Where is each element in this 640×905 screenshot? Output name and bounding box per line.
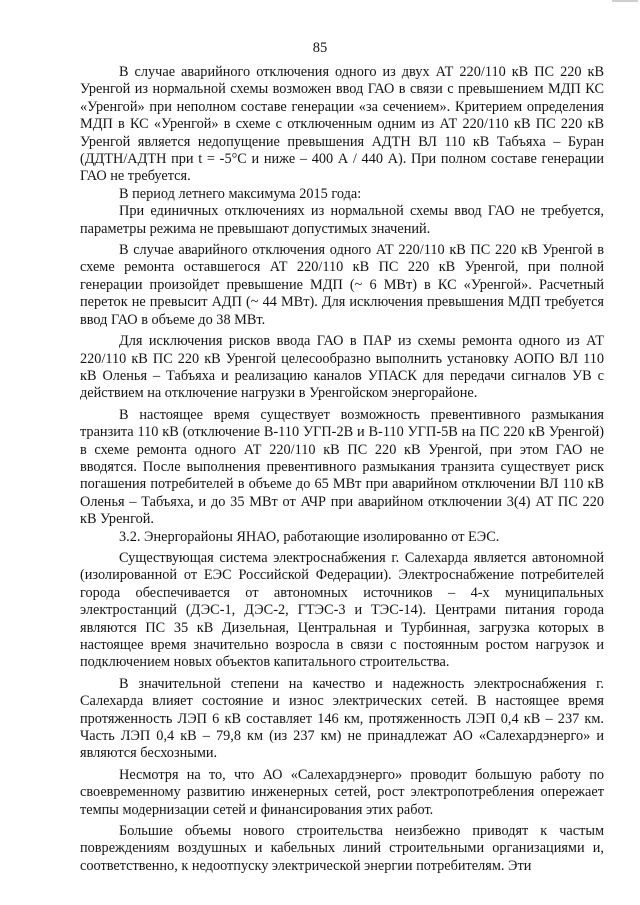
page-number: 85 — [312, 40, 328, 56]
section-heading-3-2: 3.2. Энергорайоны ЯНАО, работающие изолированно от ЕЭС. — [119, 528, 500, 545]
paragraph-summer-max-heading: В период летнего максимума 2015 года: — [119, 185, 362, 202]
paragraph-preventive-transit: В настоящее время существует возможность превентивного размыкания транзита 110 кВ (отключение В-110 УГП-2В и В-110 УГП-5В на ПС 220 кВ Уренгой) в схеме ремонта одного АТ 220/110 кВ ПС 220 кВ Уренгой, при этом ГАО не вводятся. После выполнения превентивного размыкания транзита существует риск погашения потребителей в объеме до 65 МВт при аварийном отключении ВЛ 110 кВ Оленья – Табъяха, и до 35 МВт от АЧР при аварийном отключении 3(4) АТ ПС 220 кВ Уренгой. — [80, 406, 604, 528]
paragraph-repair-scheme: В случае аварийного отключения одного АТ 220/110 кВ ПС 220 кВ Уренгой в схеме ремонта оставшегося АТ 220/110 кВ ПС 220 кВ Уренгой, при полной генерации произойдет превышение МДП (~ 6 МВт) в КС «Уренгой». Расчетный переток не превысит АДП (~ 44 МВт). Для исключения превышения МДП требуется ввод ГАО в объеме до 38 МВт. — [80, 242, 604, 328]
paragraph-single-outages: При единичных отключениях из нормальной схемы ввод ГАО не требуется, параметры режима не превышают допустимых значений. — [80, 203, 604, 237]
paragraph-modernization: Несмотря на то, что АО «Салехардэнерго» проводит большую работу по своевременному развитию инженерных сетей, рост электропотребления опережает темпы модернизации сетей и финансирования этих работ. — [80, 766, 604, 818]
scan-edge-mark — [612, 0, 638, 2]
paragraph-network-condition: В значительной степени на качество и надежность электроснабжения г. Салехарда влияет состояние и износ электрических сетей. В настоящее время протяженность ЛЭП 6 кВ составляет 146 км, протяженность ЛЭП 0,4 кВ – 237 км. Часть ЛЭП 0,4 кВ – 79,8 км (из 237 км) не принадлежат АО «Салехардэнерго» и являются бесхозными. — [80, 675, 604, 762]
paragraph-emergency-at-outage: В случае аварийного отключения одного из двух АТ 220/110 кВ ПС 220 кВ Уренгой из нормальной схемы возможен ввод ГАО в связи с превышением МДП КС «Уренгой» при неполном составе генерации «за сечением». Критерием определения МДП в КС «Уренгой» в схеме с отключенным одним из АТ 220/110 кВ ПС 220 кВ Уренгой является недопущение превышения АДТН ВЛ 110 кВ Табъяха – Буран (ДДТН/АДТН при t = -5°С и ниже – 400 А / 440 А). При полном составе генерации ГАО не требуется. — [80, 64, 604, 185]
paragraph-aopo-installation: Для исключения рисков ввода ГАО в ПАР из схемы ремонта одного из АТ 220/110 кВ ПС 220 кВ Уренгой целесообразно выполнить установку АОПО ВЛ 110 кВ Оленья – Табъяха и реализацию каналов УПАСК для передачи сигналов УВ с действием на отключение нагрузки в Уренгойском энергорайоне. — [80, 333, 604, 402]
paragraph-salekhard-supply: Существующая система электроснабжения г. Салехарда является автономной (изолированной от ЕЭС Российской Федерации). Электроснабжение потребителей города обеспечивается от автономных источников – 4-х муниципальных электростанций (ДЭС-1, ДЭС-2, ГТЭС-3 и ТЭС-14). Центрами питания города являются ПС 35 кВ Дизельная, Центральная и Турбинная, загрузка которых в настоящее время значительно возросла в связи с постоянным ростом нагрузок и подключением новых объектов капитального строительства. — [80, 549, 604, 671]
paragraph-new-construction: Большие объемы нового строительства неизбежно приводят к частым повреждениям воздушных и кабельных линий строительными организациями и, соответственно, к недоотпуску электрической энергии потребителям. Эти — [80, 823, 604, 874]
body-text — [80, 64, 604, 875]
